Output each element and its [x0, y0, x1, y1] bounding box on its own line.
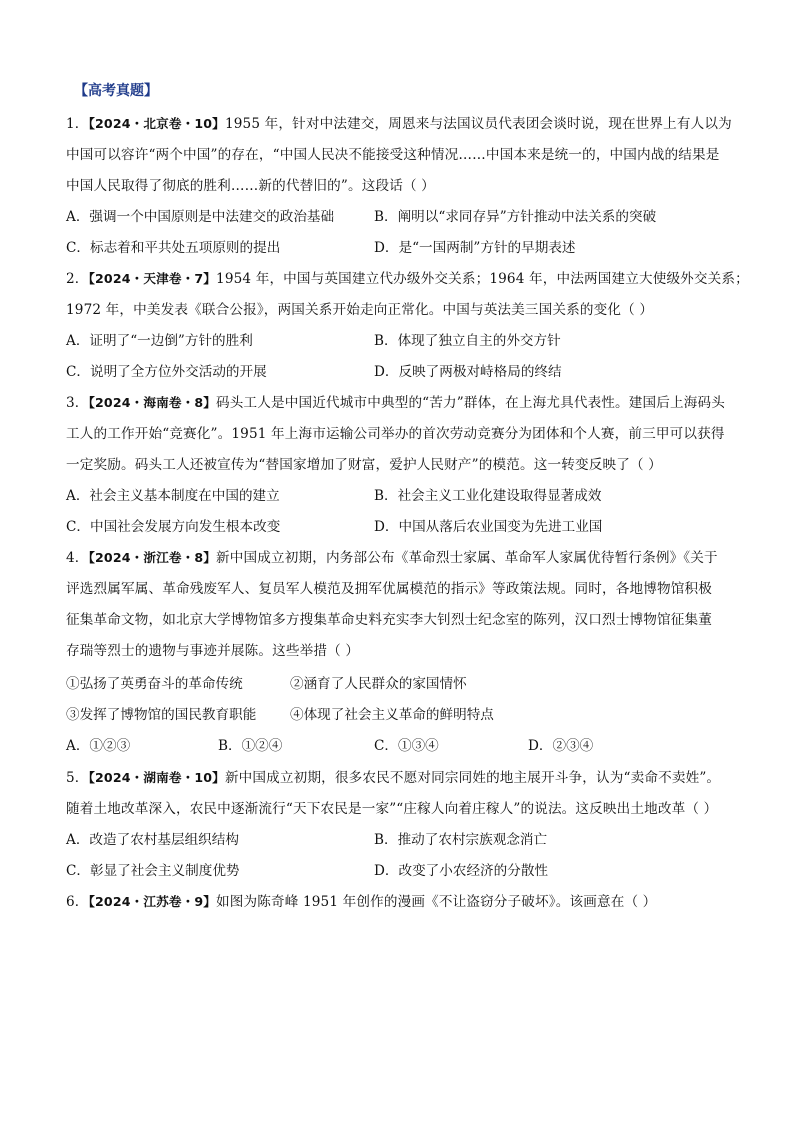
question-number: 1．: [66, 116, 89, 132]
question-5-option-d: D．改变了小农经济的分散性: [374, 863, 549, 879]
question-5-option-b: B．推动了农村宗族观念消亡: [374, 832, 548, 848]
question-5-line-1: 5．【2024・湖南卷・10】新中国成立初期，很多农民不愿对同宗同姓的地主展开斗争，认为“卖命不卖姓”。: [66, 770, 721, 786]
question-number: 4．: [66, 550, 89, 566]
question-3-line-2: 工人的工作开始“竞赛化”。1951 年上海市运输公司举办的首次劳动竞赛分为团体和个人赛，前三甲可以获得: [66, 426, 725, 442]
question-1-line-3: 中国人民取得了彻底的胜利……新的代替旧的”。这段话（ ）: [66, 178, 435, 194]
question-2-option-d: D．反映了两极对峙格局的终结: [374, 364, 562, 380]
question-number: 5．: [66, 770, 89, 786]
question-source: 【2024・湖南卷・10】: [88, 770, 225, 785]
question-number: 3．: [66, 395, 89, 411]
question-5-option-a: A．改造了农村基层组织结构: [66, 832, 239, 848]
question-6-line-1: 6．【2024・江苏卷・9】如图为陈奇峰 1951 年创作的漫画《不让盗窃分子破坏》。该画意在（ ）: [66, 894, 657, 910]
question-number: 2．: [66, 271, 89, 287]
question-4-statement-1: ①弘扬了英勇奋斗的革命传统: [66, 676, 243, 692]
question-1-line-2: 中国可以容许“两个中国”的存在，“中国人民决不能接受这种情况……中国本来是统一的，中国内战的结果是: [66, 147, 720, 163]
question-4-option-a: A．①②③: [66, 738, 131, 754]
question-3-option-a: A．社会主义基本制度在中国的建立: [66, 488, 280, 504]
question-1-option-b: B．阐明以“求同存异”方针推动中法关系的突破: [374, 209, 657, 225]
question-4-option-c: C．①③④: [374, 738, 439, 754]
question-4-line-3: 征集革命文物，如北京大学博物馆多方搜集革命史料充实李大钊烈士纪念室的陈列，汉口烈士博物馆征集董: [66, 612, 712, 628]
question-3-option-d: D．中国从落后农业国变为先进工业国: [374, 519, 603, 535]
question-source: 【2024・北京卷・10】: [88, 116, 225, 131]
question-1-line-1: 1．【2024・北京卷・10】1955 年，针对中法建交，周恩来与法国议员代表团会谈时说，现在世界上有人以为: [66, 116, 732, 132]
question-3-line-1: 3．【2024・海南卷・8】码头工人是中国近代城市中典型的“苦力”群体，在上海尤具代表性。建国后上海码头: [66, 395, 726, 411]
question-source: 【2024・天津卷・7】: [88, 271, 217, 286]
question-4-statement-3: ③发挥了博物馆的国民教育职能: [66, 707, 257, 723]
question-3-line-3: 一定奖励。码头工人还被宣传为“替国家增加了财富，爱护人民财产”的模范。这一转变反映了（ ）: [66, 457, 662, 473]
question-2-line-1: 2．【2024・天津卷・7】1954 年，中国与英国建立代办级外交关系；1964 年，中法两国建立大使级外交关系；: [66, 271, 749, 287]
question-3-option-b: B．社会主义工业化建设取得显著成效: [374, 488, 602, 504]
question-source: 【2024・浙江卷・8】: [88, 550, 217, 565]
question-4-line-4: 存瑞等烈士的遗物与事迹并展陈。这些举措（ ）: [66, 643, 360, 659]
question-5-option-c: C．彰显了社会主义制度优势: [66, 863, 240, 879]
question-1-option-d: D．是“一国两制”方针的早期表述: [374, 240, 576, 256]
question-source: 【2024・江苏卷・9】: [88, 894, 217, 909]
question-4-statement-2: ②涵育了人民群众的家国情怀: [290, 676, 467, 692]
question-4-option-b: B．①②④: [218, 738, 283, 754]
question-2-option-b: B．体现了独立自主的外交方针: [374, 333, 561, 349]
question-source: 【2024・海南卷・8】: [88, 395, 217, 410]
question-2-option-a: A．证明了“一边倒”方针的胜利: [66, 333, 253, 349]
question-4-option-d: D．②③④: [528, 738, 594, 754]
question-4-line-1: 4．【2024・浙江卷・8】新中国成立初期，内务部公布《革命烈士家属、革命军人家属优待暂行条例》《关于: [66, 550, 718, 566]
question-4-line-2: 评选烈属军属、革命残废军人、复员军人模范及拥军优属模范的指示》等政策法规。同时，各地博物馆积极: [66, 581, 712, 597]
question-number: 6．: [66, 894, 89, 910]
question-5-line-2: 随着土地改革深入，农民中逐渐流行“天下农民是一家”“庄稼人向着庄稼人”的说法。这反映出土地改革（ ）: [66, 801, 718, 817]
question-1-option-c: C．标志着和平共处五项原则的提出: [66, 240, 281, 256]
question-3-option-c: C．中国社会发展方向发生根本改变: [66, 519, 281, 535]
section-heading: 【高考真题】: [74, 83, 158, 99]
question-2-line-2: 1972 年，中美发表《联合公报》，两国关系开始走向正常化。中国与英法美三国关系的变化（ ）: [66, 302, 654, 318]
question-2-option-c: C．说明了全方位外交活动的开展: [66, 364, 267, 380]
question-1-option-a: A．强调一个中国原则是中法建交的政治基础: [66, 209, 335, 225]
question-4-statement-4: ④体现了社会主义革命的鲜明特点: [290, 707, 494, 723]
